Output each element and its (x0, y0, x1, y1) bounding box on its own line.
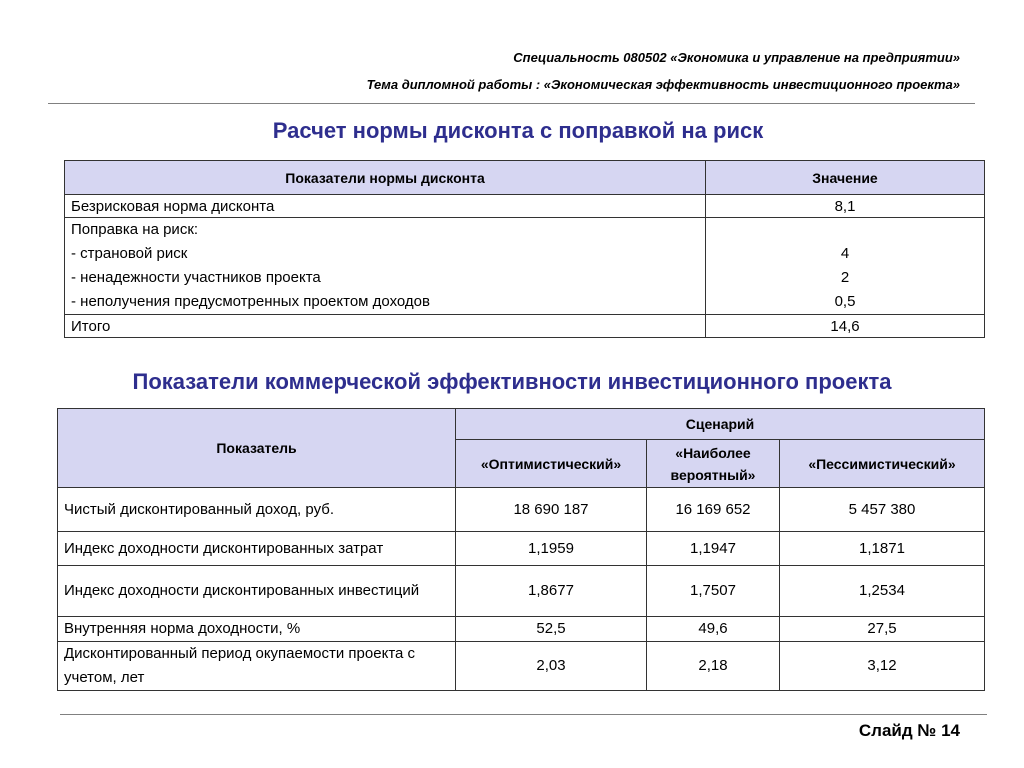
risk-value: 0,5 (834, 293, 856, 310)
discount-table-title: Расчет нормы дисконта с поправкой на риск (272, 118, 764, 143)
risk-value: 2 (840, 269, 850, 286)
risk-values-cell (706, 218, 985, 315)
row-label: Индекс доходности дисконтированных затрат (58, 532, 456, 566)
risk-header: Поправка на риск: (71, 221, 199, 238)
table-row (58, 488, 985, 532)
scenario-header: «Пессимистический» (780, 440, 985, 488)
slide-number: Слайд № 14 (858, 721, 960, 740)
row-value: 1,7507 (647, 566, 780, 617)
row-value: 1,8677 (456, 566, 647, 617)
table-row (58, 532, 985, 566)
row-value: 2,18 (647, 642, 780, 691)
row-label: Индекс доходности дисконтированных инвестиций (58, 566, 456, 617)
row-label: Безрисковая норма дисконта (65, 195, 706, 218)
table-row (58, 617, 985, 642)
table-row (65, 195, 985, 218)
table-row-risk (65, 218, 985, 315)
row-value: 14,6 (706, 315, 985, 338)
header-specialty: Специальность 080502 «Экономика и управление на предприятии» (513, 50, 960, 65)
risk-label: - ненадежности участников проекта (71, 269, 321, 286)
row-value: 3,12 (780, 642, 985, 691)
top-divider (48, 103, 975, 104)
scenario-header: «Наиболее вероятный» (647, 440, 780, 488)
row-value: 1,1959 (456, 532, 647, 566)
row-value: 8,1 (706, 195, 985, 218)
row-value: 2,03 (456, 642, 647, 691)
table-row (58, 566, 985, 617)
row-value: 27,5 (780, 617, 985, 642)
column-header-value: Значение (706, 161, 985, 195)
row-label: Внутренняя норма доходности, % (58, 617, 456, 642)
risk-value: 4 (840, 245, 850, 262)
table-header-row (58, 409, 985, 440)
table-row-total (65, 315, 985, 338)
scenario-header: «Оптимистический» (456, 440, 647, 488)
table-header-row (65, 161, 985, 195)
row-value: 18 690 187 (456, 488, 647, 532)
column-header-indicator: Показатель (58, 409, 456, 488)
row-value: 16 169 652 (647, 488, 780, 532)
row-label: Дисконтированный период окупаемости проекта с учетом, лет (58, 642, 456, 691)
row-label: Итого (65, 315, 706, 338)
table-row (58, 642, 985, 691)
row-value: 52,5 (456, 617, 647, 642)
risk-labels-cell (65, 218, 706, 315)
row-value: 1,2534 (780, 566, 985, 617)
header-thesis-topic: Тема дипломной работы : «Экономическая эффективность инвестиционного проекта» (366, 77, 960, 92)
efficiency-table (57, 408, 985, 691)
row-value: 1,1947 (647, 532, 780, 566)
bottom-divider (60, 714, 987, 715)
column-header-indicator: Показатели нормы дисконта (65, 161, 706, 195)
row-value: 1,1871 (780, 532, 985, 566)
risk-label: - страновой риск (71, 245, 188, 262)
efficiency-table-title: Показатели коммерческой эффективности инвестиционного проекта (132, 369, 892, 394)
row-value: 49,6 (647, 617, 780, 642)
row-label: Чистый дисконтированный доход, руб. (58, 488, 456, 532)
row-value: 5 457 380 (780, 488, 985, 532)
column-header-scenario: Сценарий (456, 409, 985, 440)
risk-label: - неполучения предусмотренных проектом доходов (71, 293, 430, 310)
discount-rate-table (64, 160, 985, 338)
